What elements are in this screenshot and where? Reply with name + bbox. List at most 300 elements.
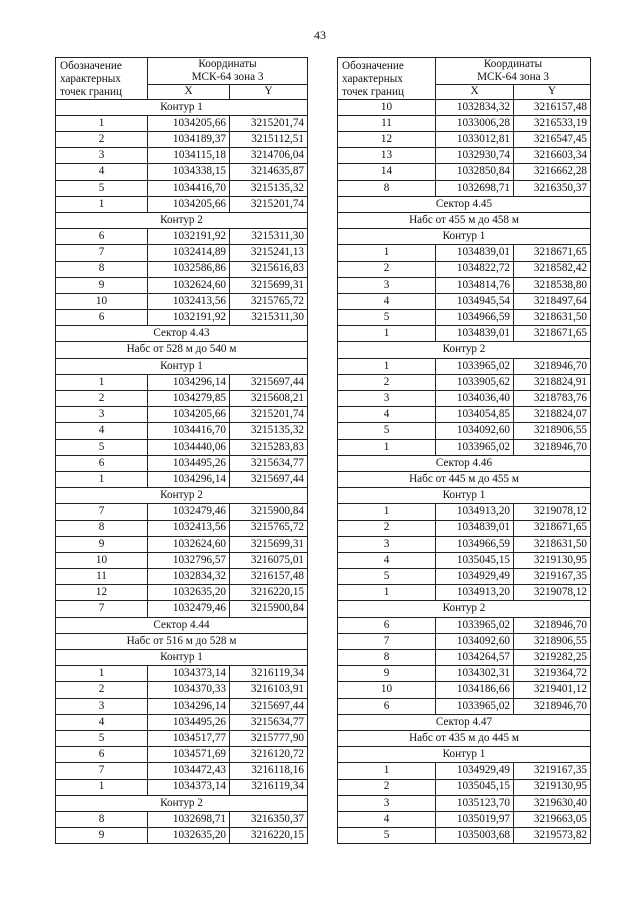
table-row (56, 682, 308, 698)
y-coordinate-cell: 3218906,55 (514, 633, 591, 649)
x-coordinate-cell: 1034264,57 (436, 650, 514, 666)
section-row (338, 747, 591, 763)
point-number-cell: 5 (338, 310, 436, 326)
y-coordinate-cell: 3215283,83 (230, 439, 308, 455)
table-row (338, 358, 591, 374)
point-number-cell: 6 (56, 229, 148, 245)
table-row (338, 391, 591, 407)
table-row (338, 569, 591, 585)
point-number-cell: 3 (338, 277, 436, 293)
point-number-cell: 5 (338, 423, 436, 439)
x-coordinate-cell: 1034966,59 (436, 310, 514, 326)
x-coordinate-cell: 1034054,85 (436, 407, 514, 423)
y-coordinate-cell: 3216119,34 (230, 666, 308, 682)
header-coordinates-label (436, 58, 591, 85)
x-coordinate-cell: 1034839,01 (436, 245, 514, 261)
x-coordinate-cell: 1032834,32 (436, 99, 514, 115)
point-number-cell: 4 (56, 423, 148, 439)
x-coordinate-cell: 1032624,60 (148, 536, 230, 552)
x-coordinate-cell: 1032624,60 (148, 277, 230, 293)
section-row (338, 714, 591, 730)
point-number-cell: 11 (56, 569, 148, 585)
y-coordinate-cell: 3219630,40 (514, 795, 591, 811)
section-row (56, 326, 308, 342)
table-row (338, 633, 591, 649)
y-coordinate-cell: 3215112,51 (230, 132, 308, 148)
point-number-cell: 1 (56, 471, 148, 487)
table-row (56, 261, 308, 277)
table-row (338, 439, 591, 455)
x-coordinate-cell: 1034495,26 (148, 455, 230, 471)
table-row (56, 180, 308, 196)
point-number-cell: 1 (56, 115, 148, 131)
section-label: Сектор 4.43 (56, 326, 308, 342)
x-coordinate-cell: 1034296,14 (148, 471, 230, 487)
y-coordinate-cell: 3218824,07 (514, 407, 591, 423)
point-number-cell: 3 (56, 698, 148, 714)
table-row (56, 471, 308, 487)
section-row (338, 342, 591, 358)
section-label: Контур 1 (56, 358, 308, 374)
point-number-cell: 9 (56, 277, 148, 293)
point-number-cell: 12 (56, 585, 148, 601)
section-label: Контур 1 (338, 488, 591, 504)
section-label: Контур 2 (56, 488, 308, 504)
point-number-cell: 10 (56, 293, 148, 309)
table-row (56, 455, 308, 471)
point-number-cell: 2 (56, 132, 148, 148)
x-coordinate-cell: 1034205,66 (148, 115, 230, 131)
y-coordinate-cell: 3218538,80 (514, 277, 591, 293)
point-number-cell: 9 (56, 828, 148, 844)
y-coordinate-cell: 3219078,12 (514, 585, 591, 601)
table-row (56, 196, 308, 212)
point-number-cell: 1 (56, 374, 148, 390)
x-coordinate-cell: 1032698,71 (148, 811, 230, 827)
y-coordinate-cell: 3216119,34 (230, 779, 308, 795)
table-row (338, 423, 591, 439)
table-row (56, 245, 308, 261)
table-row (56, 391, 308, 407)
point-number-cell: 7 (338, 633, 436, 649)
y-coordinate-cell: 3215311,30 (230, 310, 308, 326)
table-body-right (338, 99, 591, 844)
x-coordinate-cell: 1034092,60 (436, 423, 514, 439)
x-coordinate-cell: 1034338,15 (148, 164, 230, 180)
x-coordinate-cell: 1035003,68 (436, 828, 514, 844)
section-row (338, 471, 591, 487)
point-number-cell: 8 (338, 180, 436, 196)
x-coordinate-cell: 1033965,02 (436, 617, 514, 633)
table-row (338, 650, 591, 666)
table-row (56, 229, 308, 245)
x-coordinate-cell: 1033905,62 (436, 374, 514, 390)
table-row (56, 601, 308, 617)
table-row (338, 666, 591, 682)
table-row (338, 164, 591, 180)
point-number-cell: 3 (338, 536, 436, 552)
section-label: Набс от 455 м до 458 м (338, 212, 591, 228)
y-coordinate-cell: 3216157,48 (230, 569, 308, 585)
point-number-cell: 2 (338, 261, 436, 277)
point-number-cell: 2 (56, 391, 148, 407)
section-label: Контур 2 (56, 212, 308, 228)
table-row (56, 747, 308, 763)
point-number-cell: 3 (56, 148, 148, 164)
header-coordinates-line: МСК-64 зона 3 (477, 71, 549, 84)
y-coordinate-cell: 3214635,87 (230, 164, 308, 180)
section-label: Набс от 528 м до 540 м (56, 342, 308, 358)
point-number-cell: 2 (338, 779, 436, 795)
table-row (56, 552, 308, 568)
point-number-cell: 1 (338, 439, 436, 455)
section-row (338, 730, 591, 746)
header-coordinates-line: Координаты (483, 58, 543, 71)
x-coordinate-cell: 1034814,76 (436, 277, 514, 293)
y-coordinate-cell: 3216350,37 (514, 180, 591, 196)
x-coordinate-cell: 1032850,84 (436, 164, 514, 180)
y-coordinate-cell: 3219130,95 (514, 779, 591, 795)
point-number-cell: 10 (338, 682, 436, 698)
y-coordinate-cell: 3215135,32 (230, 423, 308, 439)
point-number-cell: 5 (338, 828, 436, 844)
table-row (56, 520, 308, 536)
point-number-cell: 13 (338, 148, 436, 164)
y-coordinate-cell: 3216220,15 (230, 828, 308, 844)
x-coordinate-cell: 1034205,66 (148, 196, 230, 212)
table-row (338, 326, 591, 342)
table-row (56, 407, 308, 423)
y-coordinate-cell: 3215311,30 (230, 229, 308, 245)
point-number-cell: 1 (338, 504, 436, 520)
y-coordinate-cell: 3215699,31 (230, 536, 308, 552)
point-number-cell: 8 (338, 650, 436, 666)
y-coordinate-cell: 3218824,91 (514, 374, 591, 390)
point-number-cell: 6 (56, 455, 148, 471)
x-coordinate-cell: 1032191,92 (148, 310, 230, 326)
x-coordinate-cell: 1035045,15 (436, 779, 514, 795)
y-coordinate-cell: 3215777,90 (230, 730, 308, 746)
y-coordinate-cell: 3219663,05 (514, 811, 591, 827)
x-coordinate-cell: 1034440,06 (148, 439, 230, 455)
point-number-cell: 6 (56, 310, 148, 326)
x-coordinate-cell: 1034517,77 (148, 730, 230, 746)
coordinates-table-right (337, 57, 591, 844)
y-coordinate-cell: 3219167,35 (514, 763, 591, 779)
point-number-cell: 1 (56, 779, 148, 795)
y-coordinate-cell: 3218631,50 (514, 536, 591, 552)
table-row (56, 536, 308, 552)
point-number-cell: 7 (56, 763, 148, 779)
header-x-label: X (436, 85, 514, 99)
table-row (338, 99, 591, 115)
section-label: Контур 2 (56, 795, 308, 811)
table-row (338, 293, 591, 309)
table-row (56, 666, 308, 682)
section-row (338, 601, 591, 617)
point-number-cell: 4 (56, 714, 148, 730)
table-row (56, 310, 308, 326)
header-x-label: X (148, 85, 230, 99)
table-body-left (56, 99, 308, 844)
point-number-cell: 3 (338, 391, 436, 407)
x-coordinate-cell: 1032191,92 (148, 229, 230, 245)
table-row (56, 504, 308, 520)
section-row (56, 488, 308, 504)
header-point-label-line: точек границ (342, 85, 404, 98)
y-coordinate-cell: 3216157,48 (514, 99, 591, 115)
x-coordinate-cell: 1034205,66 (148, 407, 230, 423)
table-row (56, 115, 308, 131)
point-number-cell: 2 (338, 374, 436, 390)
x-coordinate-cell: 1035123,70 (436, 795, 514, 811)
y-coordinate-cell: 3218671,65 (514, 520, 591, 536)
x-coordinate-cell: 1034296,14 (148, 698, 230, 714)
table-row (338, 245, 591, 261)
x-coordinate-cell: 1034370,33 (148, 682, 230, 698)
y-coordinate-cell: 3216103,91 (230, 682, 308, 698)
y-coordinate-cell: 3215634,77 (230, 455, 308, 471)
x-coordinate-cell: 1034495,26 (148, 714, 230, 730)
x-coordinate-cell: 1035045,15 (436, 552, 514, 568)
section-label: Набс от 445 м до 455 м (338, 471, 591, 487)
y-coordinate-cell: 3215697,44 (230, 698, 308, 714)
point-number-cell: 6 (338, 617, 436, 633)
point-number-cell: 10 (338, 99, 436, 115)
table-row (56, 730, 308, 746)
x-coordinate-cell: 1032635,20 (148, 828, 230, 844)
x-coordinate-cell: 1034092,60 (436, 633, 514, 649)
y-coordinate-cell: 3218582,42 (514, 261, 591, 277)
table-row (56, 811, 308, 827)
table-row (338, 585, 591, 601)
section-label: Контур 2 (338, 601, 591, 617)
y-coordinate-cell: 3215201,74 (230, 407, 308, 423)
section-row (56, 358, 308, 374)
y-coordinate-cell: 3216547,45 (514, 132, 591, 148)
section-row (56, 617, 308, 633)
table-row (56, 763, 308, 779)
x-coordinate-cell: 1034296,14 (148, 374, 230, 390)
point-number-cell: 10 (56, 552, 148, 568)
x-coordinate-cell: 1032586,86 (148, 261, 230, 277)
section-label: Сектор 4.45 (338, 196, 591, 212)
point-number-cell: 3 (338, 795, 436, 811)
x-coordinate-cell: 1032698,71 (436, 180, 514, 196)
table-row (56, 698, 308, 714)
table-row (56, 164, 308, 180)
table-row (56, 148, 308, 164)
point-number-cell: 5 (338, 569, 436, 585)
point-number-cell: 6 (338, 698, 436, 714)
point-number-cell: 12 (338, 132, 436, 148)
y-coordinate-cell: 3218671,65 (514, 245, 591, 261)
y-coordinate-cell: 3219282,25 (514, 650, 591, 666)
x-coordinate-cell: 1032479,46 (148, 601, 230, 617)
point-number-cell: 4 (338, 293, 436, 309)
y-coordinate-cell: 3218783,76 (514, 391, 591, 407)
section-row (338, 455, 591, 471)
x-coordinate-cell: 1034189,37 (148, 132, 230, 148)
section-row (338, 488, 591, 504)
header-point-label-line: характерных (342, 72, 403, 85)
table-row (338, 277, 591, 293)
y-coordinate-cell: 3215697,44 (230, 471, 308, 487)
y-coordinate-cell: 3218946,70 (514, 617, 591, 633)
y-coordinate-cell: 3215900,84 (230, 601, 308, 617)
header-y-label: Y (514, 85, 591, 99)
table-row (338, 779, 591, 795)
point-number-cell: 8 (56, 520, 148, 536)
y-coordinate-cell: 3218671,65 (514, 326, 591, 342)
section-row (338, 229, 591, 245)
x-coordinate-cell: 1034472,43 (148, 763, 230, 779)
y-coordinate-cell: 3215241,13 (230, 245, 308, 261)
x-coordinate-cell: 1034839,01 (436, 520, 514, 536)
table-row (56, 439, 308, 455)
x-coordinate-cell: 1032413,56 (148, 520, 230, 536)
x-coordinate-cell: 1034373,14 (148, 666, 230, 682)
y-coordinate-cell: 3215765,72 (230, 293, 308, 309)
x-coordinate-cell: 1032930,74 (436, 148, 514, 164)
y-coordinate-cell: 3218946,70 (514, 698, 591, 714)
y-coordinate-cell: 3216603,34 (514, 148, 591, 164)
table-row (338, 374, 591, 390)
table-row (338, 180, 591, 196)
table-row (338, 552, 591, 568)
table-row (338, 520, 591, 536)
table-row (56, 779, 308, 795)
x-coordinate-cell: 1034416,70 (148, 180, 230, 196)
point-number-cell: 1 (338, 763, 436, 779)
table-row (56, 585, 308, 601)
x-coordinate-cell: 1033965,02 (436, 439, 514, 455)
section-row (56, 342, 308, 358)
table-row (338, 811, 591, 827)
y-coordinate-cell: 3215699,31 (230, 277, 308, 293)
header-y-label: Y (230, 85, 308, 99)
point-number-cell: 1 (338, 358, 436, 374)
section-label: Контур 2 (338, 342, 591, 358)
section-row (56, 650, 308, 666)
point-number-cell: 14 (338, 164, 436, 180)
section-label: Сектор 4.47 (338, 714, 591, 730)
header-point-label-line: Обозначение (60, 60, 122, 72)
table-row (338, 407, 591, 423)
y-coordinate-cell: 3219364,72 (514, 666, 591, 682)
x-coordinate-cell: 1034839,01 (436, 326, 514, 342)
section-row (56, 212, 308, 228)
point-number-cell: 8 (56, 261, 148, 277)
table-row (56, 569, 308, 585)
section-label: Контур 1 (338, 229, 591, 245)
point-number-cell: 9 (56, 536, 148, 552)
section-row (56, 795, 308, 811)
x-coordinate-cell: 1032834,32 (148, 569, 230, 585)
table-row (338, 682, 591, 698)
section-label: Контур 1 (56, 650, 308, 666)
y-coordinate-cell: 3219078,12 (514, 504, 591, 520)
y-coordinate-cell: 3219130,95 (514, 552, 591, 568)
x-coordinate-cell: 1032413,56 (148, 293, 230, 309)
y-coordinate-cell: 3215608,21 (230, 391, 308, 407)
header-point-label (56, 58, 148, 100)
table-row (56, 714, 308, 730)
x-coordinate-cell: 1033006,28 (436, 115, 514, 131)
y-coordinate-cell: 3219167,35 (514, 569, 591, 585)
x-coordinate-cell: 1033965,02 (436, 358, 514, 374)
x-coordinate-cell: 1034966,59 (436, 536, 514, 552)
point-number-cell: 3 (56, 407, 148, 423)
y-coordinate-cell: 3218946,70 (514, 358, 591, 374)
table-row (338, 504, 591, 520)
y-coordinate-cell: 3214706,04 (230, 148, 308, 164)
table-row (56, 132, 308, 148)
y-coordinate-cell: 3218497,64 (514, 293, 591, 309)
point-number-cell: 7 (56, 601, 148, 617)
y-coordinate-cell: 3216118,16 (230, 763, 308, 779)
point-number-cell: 1 (338, 326, 436, 342)
header-point-label-line: характерных (60, 72, 121, 85)
x-coordinate-cell: 1033012,81 (436, 132, 514, 148)
y-coordinate-cell: 3216220,15 (230, 585, 308, 601)
y-coordinate-cell: 3218906,55 (514, 423, 591, 439)
section-label: Набс от 516 м до 528 м (56, 633, 308, 649)
point-number-cell: 7 (56, 245, 148, 261)
point-number-cell: 6 (56, 747, 148, 763)
x-coordinate-cell: 1034913,20 (436, 504, 514, 520)
x-coordinate-cell: 1032796,57 (148, 552, 230, 568)
y-coordinate-cell: 3215900,84 (230, 504, 308, 520)
section-label: Набс от 435 м до 445 м (338, 730, 591, 746)
point-number-cell: 1 (56, 666, 148, 682)
table-row (338, 828, 591, 844)
point-number-cell: 1 (338, 245, 436, 261)
x-coordinate-cell: 1034416,70 (148, 423, 230, 439)
point-number-cell: 5 (56, 730, 148, 746)
section-row (56, 99, 308, 115)
table-row (338, 132, 591, 148)
y-coordinate-cell: 3218631,50 (514, 310, 591, 326)
table-row (56, 423, 308, 439)
table-row (338, 617, 591, 633)
header-coordinates-label (148, 58, 308, 85)
y-coordinate-cell: 3215135,32 (230, 180, 308, 196)
x-coordinate-cell: 1034115,18 (148, 148, 230, 164)
table-row (56, 293, 308, 309)
y-coordinate-cell: 3215765,72 (230, 520, 308, 536)
page-number: 43 (314, 28, 326, 42)
point-number-cell: 2 (56, 682, 148, 698)
point-number-cell: 11 (338, 115, 436, 131)
x-coordinate-cell: 1034822,72 (436, 261, 514, 277)
y-coordinate-cell: 3216662,28 (514, 164, 591, 180)
y-coordinate-cell: 3216075,01 (230, 552, 308, 568)
y-coordinate-cell: 3215616,83 (230, 261, 308, 277)
x-coordinate-cell: 1032479,46 (148, 504, 230, 520)
table-row (56, 374, 308, 390)
x-coordinate-cell: 1034913,20 (436, 585, 514, 601)
x-coordinate-cell: 1032635,20 (148, 585, 230, 601)
table-row (338, 261, 591, 277)
y-coordinate-cell: 3215697,44 (230, 374, 308, 390)
x-coordinate-cell: 1034929,49 (436, 569, 514, 585)
section-row (338, 196, 591, 212)
table-row (338, 148, 591, 164)
table-row (338, 763, 591, 779)
section-row (338, 212, 591, 228)
table-row (56, 277, 308, 293)
